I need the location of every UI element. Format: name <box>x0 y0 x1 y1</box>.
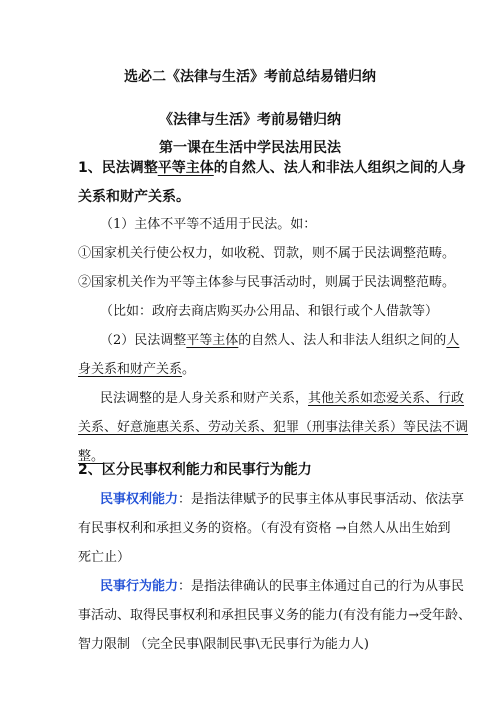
paragraph-6-line-3: 整。 <box>78 449 105 464</box>
section-1-body <box>78 210 469 471</box>
paragraph-6-line-2: 关系、好意施惠关系、劳动关系、犯罪（刑事法律关系）等民法不调 <box>78 420 469 435</box>
p5-underlined: 人 <box>446 333 460 348</box>
heading-line-2: 关系和财产关系。 <box>78 189 190 205</box>
definition-text: ：是指法律赋予的民事主体从事民事活动、依法享 <box>178 492 465 507</box>
paragraph-5 <box>78 326 460 355</box>
paragraph-6 <box>78 384 465 413</box>
definition-text: ：是指法律确认的民事主体通过自己的行为从事民 <box>178 579 465 594</box>
paragraph-1: （1）主体不平等不适用于民法。如： <box>100 217 317 232</box>
section-2-heading: 2、区分民事权利能力和民事行为能力 <box>78 462 312 478</box>
term-civil-conduct-capacity: 民事行为能力 <box>100 579 179 594</box>
document-subtitle: 《法律与生活》考前易错归纳 <box>159 112 341 128</box>
heading-underlined: 平等主体 <box>157 160 214 176</box>
p5-underlined: 平等主体 <box>186 333 239 348</box>
paragraph-2: ①国家机关行使公权力，如收税、罚款，则不属于民法调整范畴。 <box>78 246 456 261</box>
paragraph-5-line-2 <box>78 355 434 384</box>
p6-underlined: 其他关系如恋爱关系、行政 <box>308 391 465 406</box>
document-title: 选必二《法律与生活》考前总结易错归纳 <box>124 69 376 85</box>
p5-underlined: 身关系和财产关系 <box>78 362 183 377</box>
definition-1-line-2: 有民事权利和承担义务的资格。（有没有资格 →自然人从出生始到 <box>78 521 451 536</box>
paragraph-3: ②国家机关作为平等主体参与民事活动时，则属于民法调整范畴。 <box>78 275 456 290</box>
section-2-body <box>78 485 471 659</box>
definition-1-line-3: 死亡止） <box>78 550 131 565</box>
paragraph-4: （比如：政府去商店购买办公用品、和银行或个人借款等） <box>100 304 439 319</box>
definition-2-line-3: 智力限制 （完全民事\限制民事\无民事行为能力人) <box>78 637 369 652</box>
definition-2 <box>78 572 465 601</box>
p5-text: （2）民法调整 <box>100 333 187 348</box>
p6-text: 民法调整的是人身关系和财产关系， <box>100 391 309 406</box>
heading-text: 的自然人、法人和非法人组织之间的人身 <box>213 160 466 176</box>
p5-text: 。 <box>182 362 196 377</box>
definition-2-line-2: 事活动、取得民事权利和承担民事义务的能力(有没有能力→受年龄、 <box>78 608 471 623</box>
p5-text: 的自然人、法人和非法人组织之间的 <box>238 333 447 348</box>
heading-text: 1、民法调整 <box>78 160 158 176</box>
definition-1 <box>78 485 465 514</box>
lesson-title: 第一课在生活中学民法用民法 <box>159 140 341 156</box>
section-1-heading <box>78 154 466 212</box>
term-civil-rights-capacity: 民事权利能力 <box>100 492 179 507</box>
